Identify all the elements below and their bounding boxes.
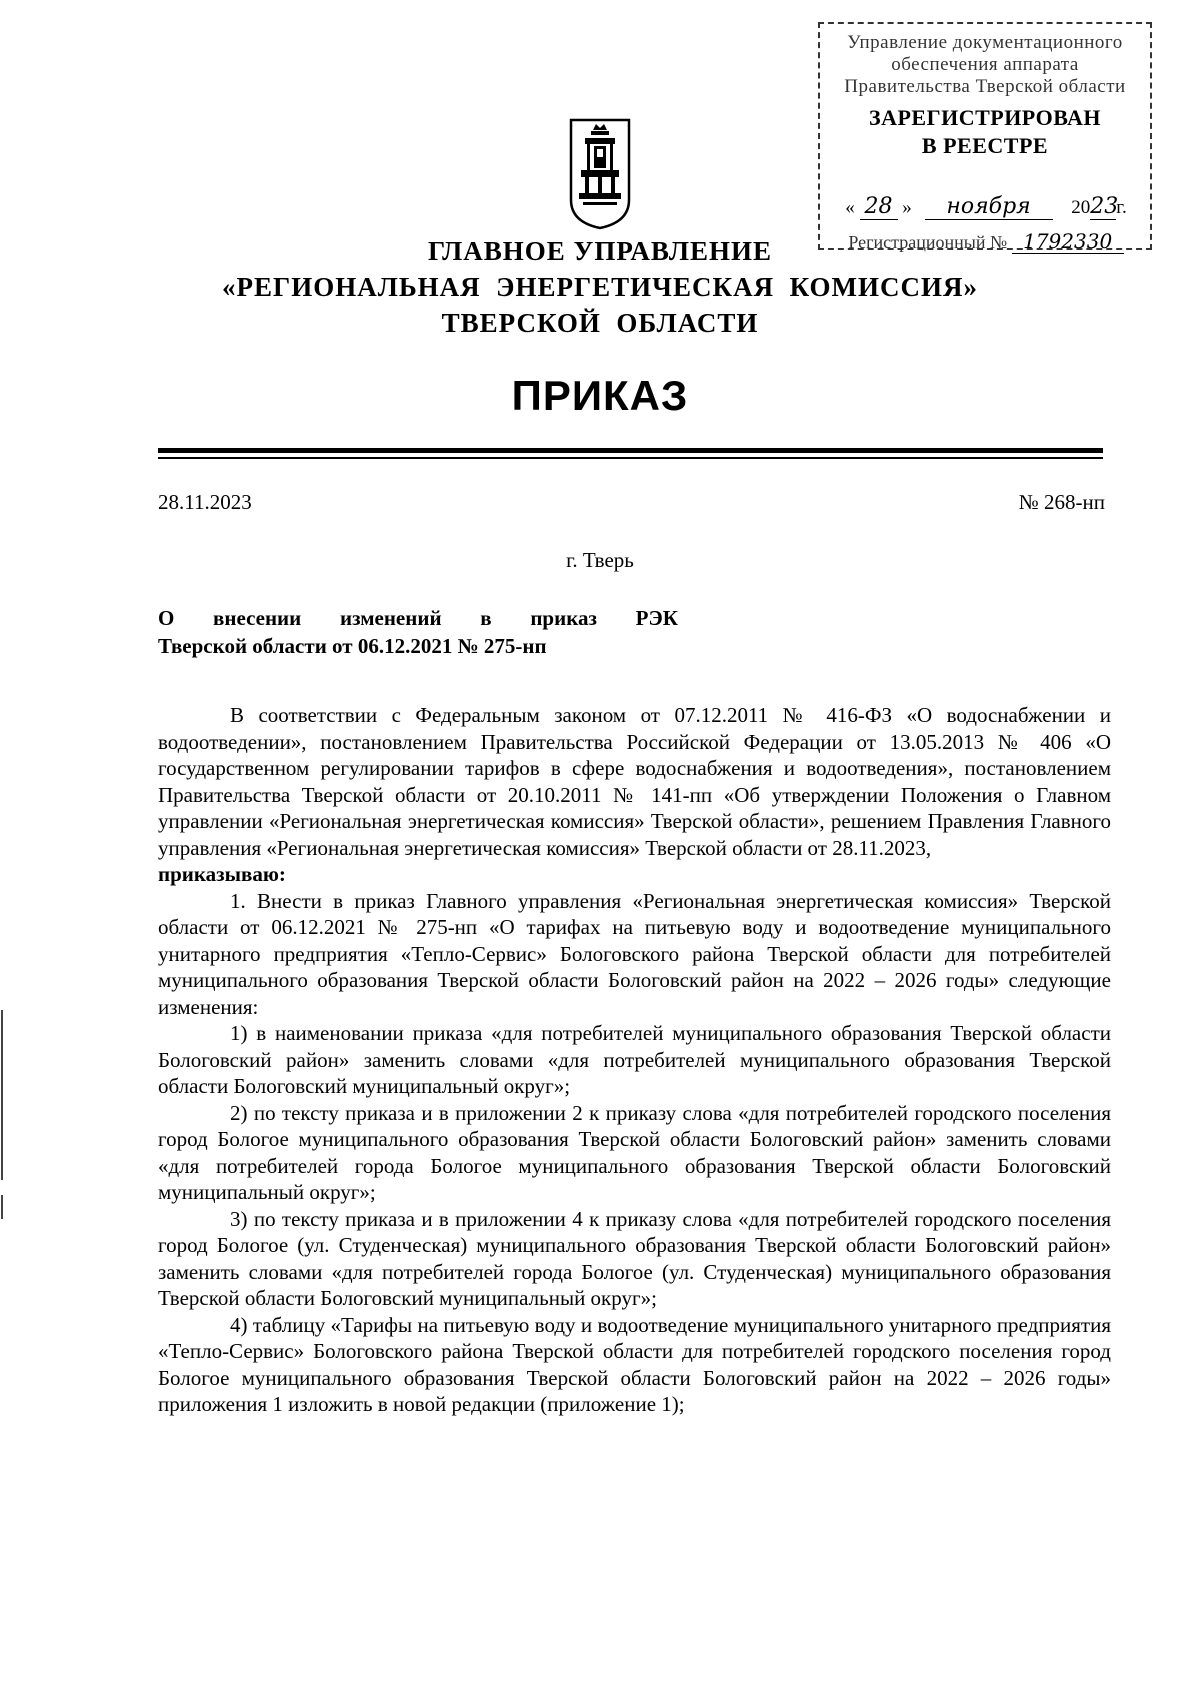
order-date: 28.11.2023: [158, 490, 252, 514]
header-line3: ТВЕРСКОЙ ОБЛАСТИ: [441, 308, 759, 338]
tver-coat-of-arms-icon: [569, 118, 631, 230]
subitem-2-paragraph: 2) по тексту приказа и в приложении 2 к приказу слова «для потребителей городского поселения город Бологое муниципального образования Тверской области Бологовский район» заменить словами «для потребителей города Бологое муниципального образования Тверской области Бологовский муниципальный округ»;: [158, 1100, 1111, 1204]
stamp-org: [820, 32, 1150, 98]
subject-word: изменений: [339, 606, 442, 630]
subitem-3-paragraph: 3) по тексту приказа и в приложении 4 к приказу слова «для потребителей городского поселения город Бологое (ул. Студенческая) муниципального образования Тверской области Бологовский район» заменить словами «для потребителей города Бологое (ул. Студенческая) муниципального образования Тверской области Бологовский муниципальный округ»;: [158, 1206, 1111, 1310]
stamp-year-suffix: 23: [1090, 194, 1119, 219]
stamp-quote-close: »: [902, 197, 912, 218]
subject-word: в: [480, 606, 492, 630]
stamp-registered: [820, 104, 1150, 160]
order-subject: [158, 604, 678, 660]
scan-edge-mark: [1, 1195, 3, 1219]
stamp-reg-label: Регистрационный №: [848, 232, 1008, 252]
stamp-month: ноября: [925, 194, 1053, 220]
stamp-registered-line2: В РЕЕСТРЕ: [921, 133, 1049, 158]
header-line2: «РЕГИОНАЛЬНАЯ ЭНЕРГЕТИЧЕСКАЯ КОМИССИЯ»: [222, 272, 978, 302]
stamp-year-unit: г.: [1116, 197, 1127, 218]
stamp-year-prefix: 20: [1071, 197, 1091, 218]
stamp-org-line2: обеспечения аппарата: [891, 54, 1079, 75]
stamp-quote-open: «: [845, 197, 855, 218]
subject-word: приказ: [530, 606, 597, 630]
document-title: ПРИКАЗ: [511, 372, 689, 419]
header-divider-thin: [158, 457, 1103, 459]
stamp-day: 28: [860, 194, 898, 220]
stamp-reg-number: 1792330: [1012, 229, 1124, 254]
stamp-org-line3: Правительства Тверской области: [844, 76, 1126, 97]
header-line1: ГЛАВНОЕ УПРАВЛЕНИЕ: [428, 236, 772, 266]
preamble-paragraph: В соответствии с Федеральным законом от 07.12.2011 № 416-ФЗ «О водоснабжении и водоотведении», постановлением Правительства Российской Федерации от 13.05.2013 № 406 «О государственном регулировании тарифов в сфере водоснабжения и водоотведения», постановлением Правительства Тверской области от 20.10.2011 № 141-пп «Об утверждении Положения о Главном управлении «Региональная энергетическая комиссия» Тверской области», решением Правления Главного управления «Региональная энергетическая комиссия» Тверской области от 28.11.2023,: [158, 703, 1111, 860]
subject-word: О: [158, 606, 175, 630]
order-body: [158, 702, 1111, 1418]
item-1-paragraph: 1. Внести в приказ Главного управления «Региональная энергетическая комиссия» Тверской области от 06.12.2021 № 275-нп «О тарифах на питьевую воду и водоотведение муниципального унитарного предприятия «Тепло-Сервис» Бологовского района Тверской области для потребителей муниципального образования Тверской области Бологовский район на 2022 – 2026 годы» следующие изменения:: [158, 888, 1111, 1019]
order-number: № 268-нп: [1018, 490, 1105, 514]
subject-word: РЭК: [635, 606, 678, 630]
registration-stamp: [818, 22, 1152, 253]
order-city: г. Тверь: [566, 548, 634, 572]
scan-edge-mark: [1, 1010, 3, 1180]
header-divider-thick: [158, 448, 1103, 453]
subject-word: внесении: [213, 606, 302, 630]
stamp-date: [832, 194, 1140, 226]
order-directive: приказываю:: [158, 862, 286, 886]
stamp-org-line1: Управление документационного: [847, 32, 1123, 53]
subitem-1-paragraph: 1) в наименовании приказа «для потребителей муниципального образования Тверской области Бологовский район» заменить словами «для потребителей муниципального образования Тверской области Бологовский муниципальный округ»;: [158, 1021, 1111, 1098]
subject-line1: [158, 604, 678, 632]
subitem-4-paragraph: 4) таблицу «Тарифы на питьевую воду и водоотведение муниципального унитарного предприятия «Тепло-Сервис» Бологовского района Тверской области для потребителей городского поселения город Бологое муниципального образования Тверской области Бологовский район на 2022 – 2026 годы» приложения 1 изложить в новой редакции (приложение 1);: [158, 1312, 1111, 1416]
stamp-registered-line1: ЗАРЕГИСТРИРОВАН: [868, 105, 1102, 130]
subject-line2: Тверской области от 06.12.2021 № 275-нп: [158, 634, 547, 658]
